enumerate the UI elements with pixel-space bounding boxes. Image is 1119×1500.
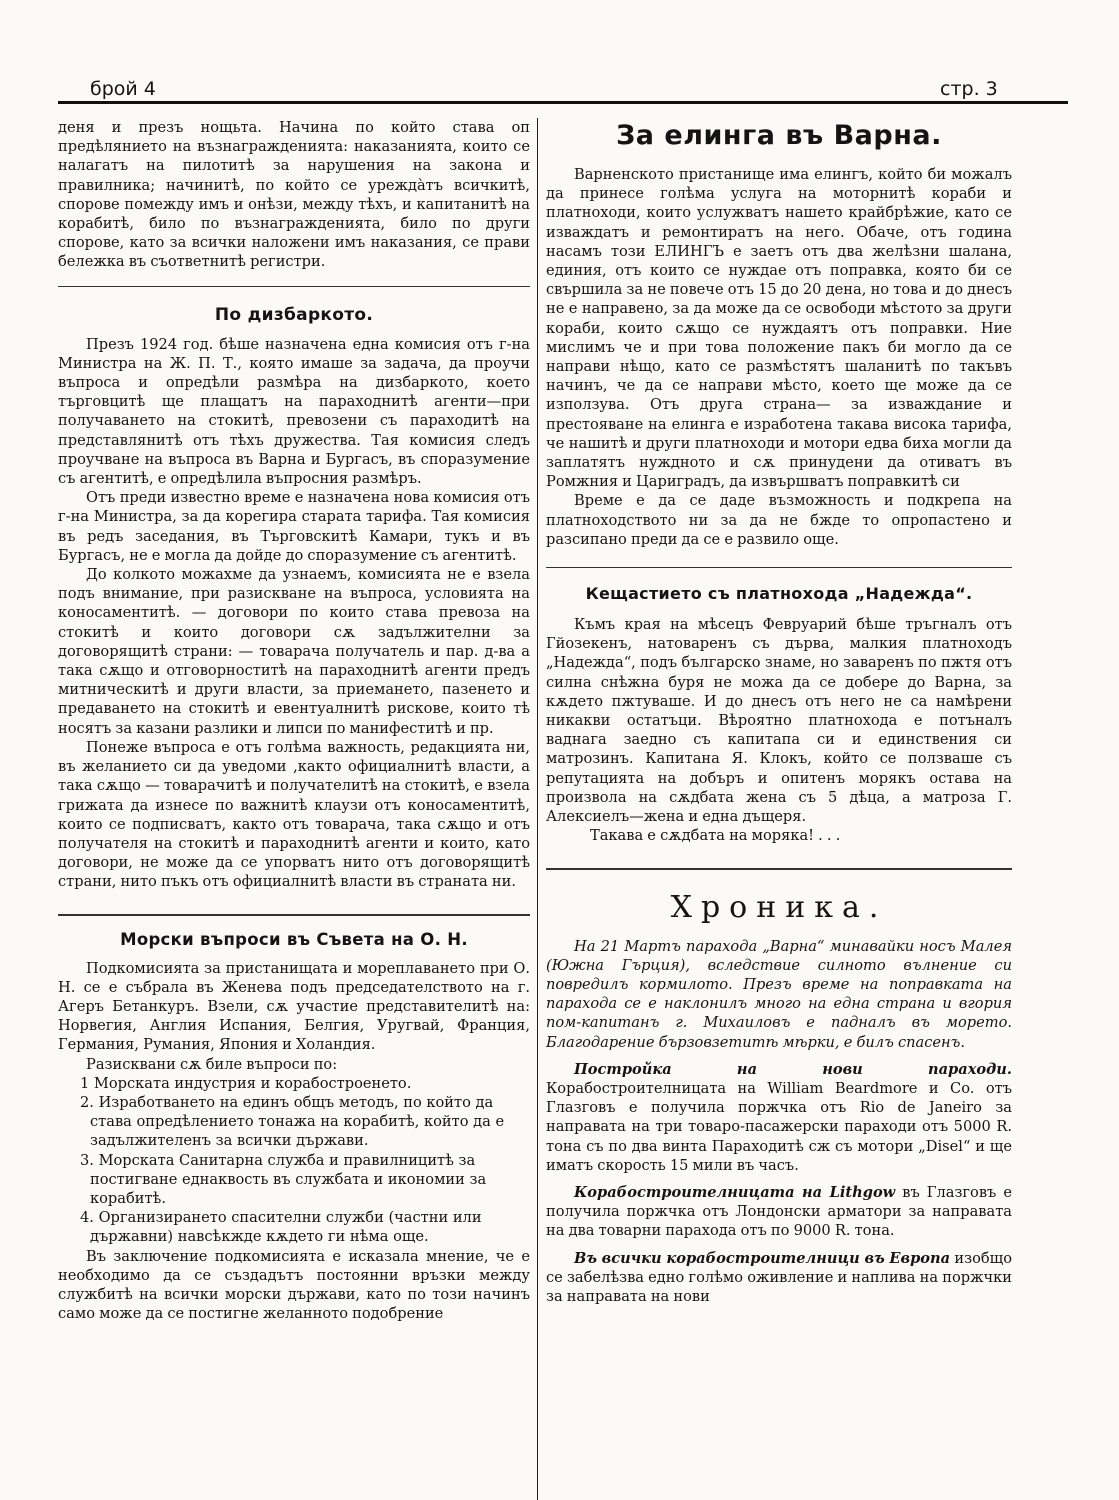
un-list-item: 2. Изработването на единъ общъ методъ, по който да става опредѣлението тонажа на корабитѣ, който да е задължителенъ за всички държави. [80,1093,505,1150]
eling-paragraph-1: Варненското пристанище има елингъ, който би можалъ да принесе голѣма услуга на моторнитѣ кораби и платноходи, които услужватъ нашето крайбрѣжие, като се изваждатъ и ремонтиратъ на него. Обаче, отъ година насамъ този ЕЛИНГЪ е заетъ отъ два желѣзни шалана, единия, отъ които се нуждае отъ поправка, която би се свършила за не повече отъ 15 до 20 дена, но това и до днесъ не е направено, за да може да се освободи мѣстото за други кораби, които сѫщо се нуждаятъ отъ поправки. Ние мислимъ че и при това положение пакъ би могло да се направи нѣщо, като се размѣстятъ шаланитѣ по такъвъ начинъ, че да се направи мѣсто, което ще може да се използува. Отъ друга страна— за изваждание и престояване на елинга е изработена такава висока тарифа, че нашитѣ и други платноходи и мотори едва биха могли да заплатятъ нуждното и сѫ принудени да отиватъ въ Ромжния и Цариградъ, да извършватъ поправкитѣ си [546,166,1012,491]
un-list-item: 3. Морската Санитарна служба и правилницитѣ за постигване еднаквость въ службата и икономии за корабитѣ. [80,1151,487,1207]
right-column [546,118,1012,1500]
chronicle-lead-3: Корабостроителницата на Lithgow [574,1183,896,1201]
article-title-chronicle: Хроника. [670,889,888,925]
article-title-dizbarko: По дизбаркото. [214,304,374,325]
intro-paragraph: деня и презъ нощьта. Начина по който става оп предѣлянието на възнагражденията: наказанията, които се налагатъ на пилотитѣ за нарушения на закона и правилника; начинитѣ, по който се урежда̀тъ всичкитѣ, спорове помежду имъ и онѣзи, между тѣхъ, и капитанитѣ на корабитѣ, било по възнагражденията, било по други спорове, като за всички наложени имъ наказания, се прави бележка въ съответнитѣ регистри. [58,119,530,271]
eling-paragraph-2: Време е да се даде възможность и подкрепа на платноходството ни за да не бжде то опропастено и разсипано преди да се е развило още. [546,492,1012,548]
header-rule [58,101,1068,104]
separator [58,286,530,287]
un-list-item: 4. Организирането спасителни служби (частни или държавни) навсѣкжде кѫдето ги нѣма още. [80,1209,482,1246]
nadezhda-paragraph-2: Такава е сѫдбата на моряка! . . . [590,827,841,845]
left-column [58,118,530,1500]
chronicle-paragraph-3 [546,1183,1012,1241]
chronicle-paragraph-4 [546,1249,1012,1307]
chronicle-text-4: изобщо се забелѣзва едно голѣмо оживление и наплива на поржчки за направата на нови [546,1249,1012,1305]
dizbarko-paragraph-3: До колкото можахме да узнаемъ, комисията не е взела подъ внимание, при разискване на въпроса, условията на коносаментитѣ. — договори по които става превоза на стокитѣ и които договори сѫ задължителни за договорящитѣ страни: — товарача получатель и пар. д-ва а така сѫщо и отговорноститѣ на параходнитѣ агенти предъ митническитѣ и други власти, за приемането, пазенето и предаването на стокитѣ и евентуалнитѣ рискове, които тѣ носятъ за казани разлики и липси по манифеститѣ и пр. [58,566,530,737]
nadezhda-paragraph-1: Къмъ края на мѣсецъ Февруарий бѣше тръгналъ отъ Гйозекенъ, натоваренъ съ дърва, малкия платноходъ „Надежда“, подъ българско знаме, но заваренъ по пжтя отъ силна снѣжна буря не можа да се добере до Варна, за кѫдето пжтуваше. И до днесъ отъ него не са намѣрени никакви остатъци. Вѣроятно платнохода е потъналъ ваднага заедно съ капитапа си и единствения си матрозинъ. Капитана Я. Клокъ, който се ползваше съ репутацията на добъръ и опитенъ морякъ остава на произвола на сѫдбата жена съ 5 дѣца, а матроза Г. Алексиелъ—жена и една дъщеря. [546,616,1012,826]
page-number: стр. 3 [940,78,998,100]
chronicle-paragraph-1: На 21 Мартъ парахода „Варна“ минавайки носъ Малея (Южна Гърция), вследствие силното вълнение си повредилъ кормилото. Презъ време на поправката на парахода се е наклонилъ много на една страна и вгория пом-капитанъ г. Михаиловъ е падналъ въ морето. Благодарение бързовзетитѣ мѣрки, е билъ спасенъ. [546,937,1012,1051]
un-paragraph-2: Разисквани сѫ биле въпроси по: [86,1055,338,1073]
article-title-nadezhda: Кещастието съ платнохода „Надежда“. [585,584,973,604]
dizbarko-paragraph-2: Отъ преди известно време е назначена нова комисия отъ г-на Министра, за да корегира старата тарифа. Тая комисия въ редъ заседания, въ Търговскитѣ Камари, тукъ и въ Бургасъ, не е могла да дойде до споразумение съ агентитѣ. [58,489,530,564]
chronicle-lead-4: Въ всички корабостроителници въ Европа [574,1249,951,1267]
chronicle-paragraph-2 [546,1060,1012,1175]
un-paragraph-3: Въ заключение подкомисията е исказала мнение, че е необходимо да се създадътъ постоянни връзки между службитѣ на всички морски държави, като по този начинъ само може да се постигне желанното подобрение [58,1247,530,1323]
article-title-un-questions: Морски въпроси въ Съвета на О. Н. [120,929,468,949]
chronicle-lead-2: Постройка на нови параходи. [574,1060,1012,1078]
issue-number: брой 4 [90,78,156,100]
un-list-item: 1 Морската индустрия и корабостроенето. [80,1074,412,1092]
separator [546,868,1012,870]
un-paragraph-1: Подкомисията за пристанищата и мореплаването при О. Н. се е събрала въ Женева подъ председателството на г. Агеръ Бетанкуръ. Взели, сѫ участие представителитѣ на: Норвегия, Англия Испания, Белгия, Уругвай, Франция, Германия, Румания, Япония и Холандия. [58,959,530,1054]
separator [546,567,1012,568]
dizbarko-paragraph-1: Презъ 1924 год. бѣше назначена една комисия отъ г-на Министра на Ж. П. Т., която имаше за задача, да проучи въпроса и опредѣли размѣра на дизбаркото, което търговцитѣ ще плащатъ на параходнитѣ агенти—при получаването на стокитѣ, превозени съ параходитѣ на представлянитѣ отъ тѣхъ дружества. Тая комисия следъ проучване на въпроса въ Варна и Бургасъ, въ споразумение съ агентитѣ, е опредѣлила въпросния размѣръ. [58,335,530,488]
chronicle-text-2: Корабостроителницата на William Beardmore и Co. отъ Глазговъ е получила поржчка отъ Rio de Janeiro за направата на три товаро-пасажерски параходи отъ 5000 R. тона съ по два винта Параходитѣ сж съ мотори „Disel“ и ще иматъ скорость 15 мили въ часъ. [546,1079,1012,1174]
separator [58,914,530,916]
dizbarko-paragraph-4: Понеже въпроса е отъ голѣма важность, редакцията ни, въ желанието си да уведоми ,както официалнитѣ власти, а така сѫщо — товарачитѣ и получателитѣ на стокитѣ, е взела грижата да изнесе по важнитѣ клаузи отъ коносаментитѣ, които се подписватъ, както отъ товарача, така сѫщо и отъ получателя на стокитѣ и параходнитѣ агенти и които, като договори, не може да се упорватъ нито отъ договорящитѣ страни, нито пъкъ отъ официалнитѣ власти въ страната ни. [58,738,530,891]
chronicle-text-3: въ Глазговъ е получила поржчка отъ Лондонски арматори за направата на два товарни парахода отъ по 9000 R. тона. [546,1183,1012,1240]
column-divider [537,118,538,1500]
article-title-eling: За елинга въ Варна. [616,120,942,151]
